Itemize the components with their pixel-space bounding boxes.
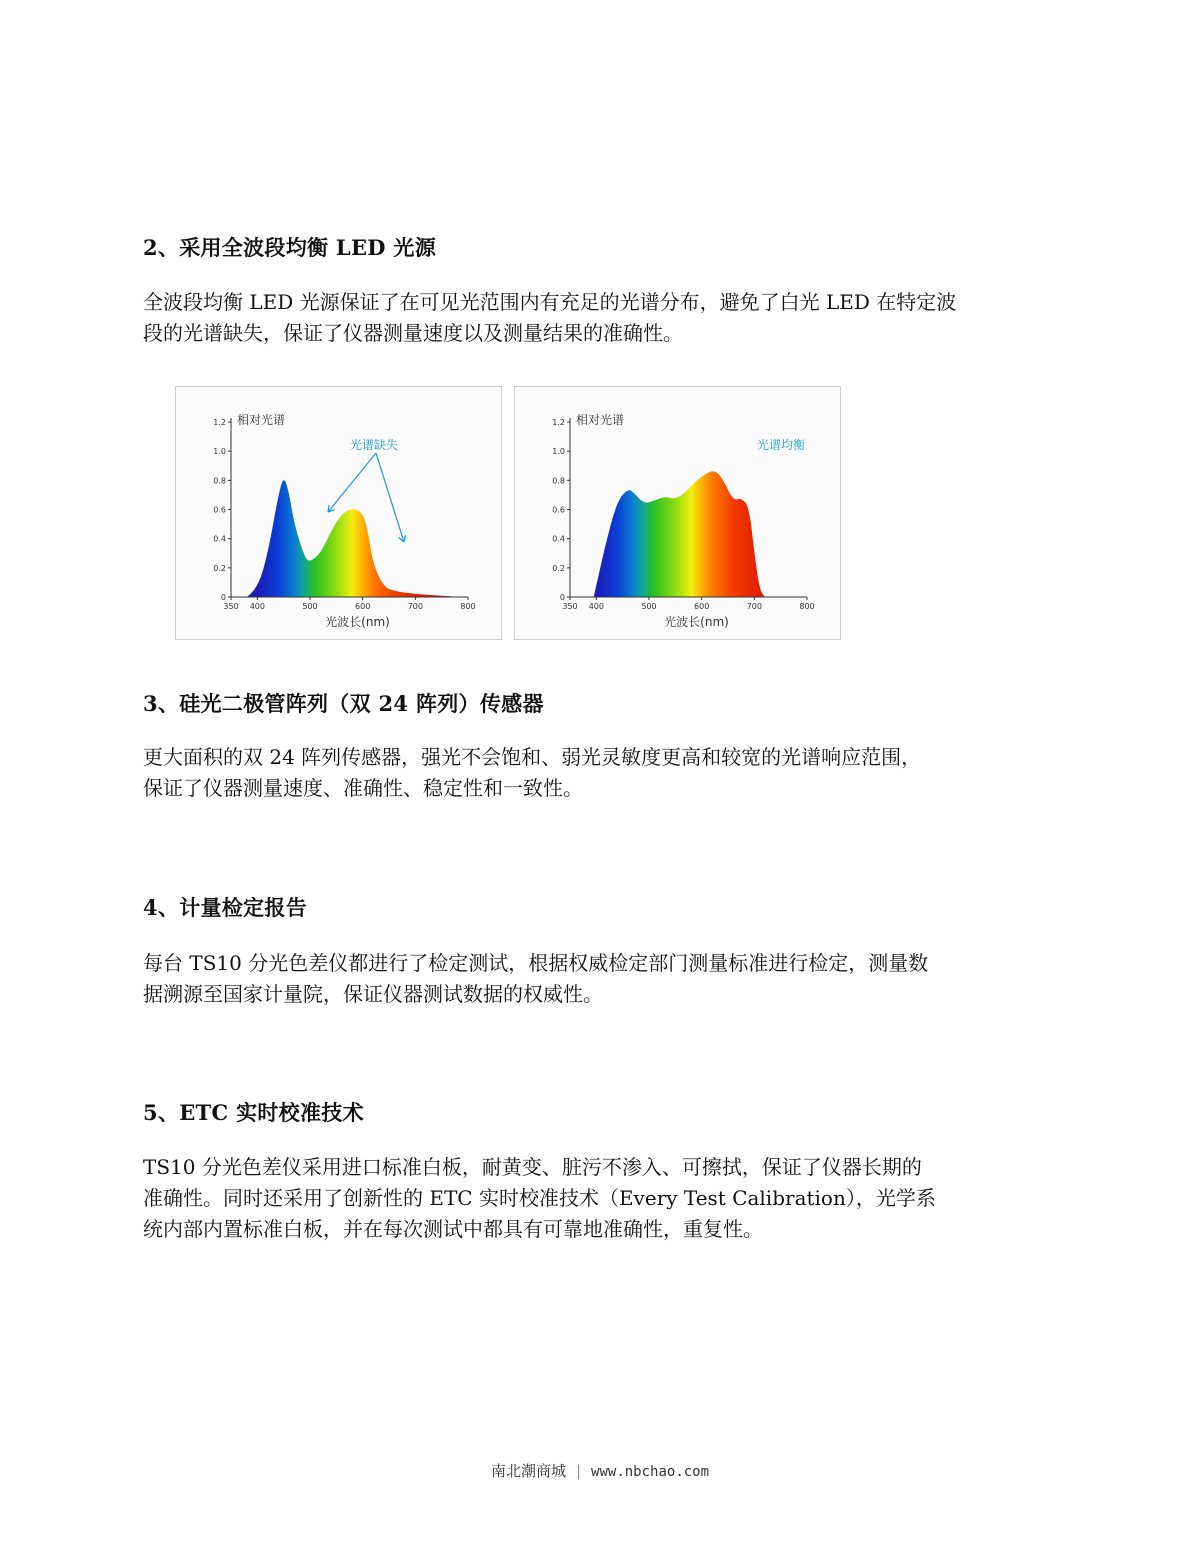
- y-tick-label: 0.6: [552, 505, 565, 515]
- paragraph-line: 段的光谱缺失，保证了仪器测量速度以及测量结果的准确性。: [143, 321, 683, 345]
- y-tick-label: 0: [559, 593, 565, 602]
- y-tick-label: 1.2: [213, 418, 226, 427]
- section-heading: 4、计量检定报告: [143, 895, 308, 920]
- section-paragraph: [143, 1152, 1063, 1245]
- y-tick-label: 0.8: [552, 476, 565, 486]
- paragraph-line: 统内部内置标准白板，并在每次测试中都具有可靠地准确性，重复性。: [143, 1217, 763, 1241]
- x-tick-label: 600: [355, 602, 371, 611]
- y-tick-label: 1.0: [213, 447, 226, 457]
- x-tick-label: 350: [223, 602, 239, 611]
- spectrum-area: [594, 471, 765, 597]
- spectrum-area: [247, 480, 458, 597]
- x-tick-label: 800: [799, 602, 815, 611]
- annotation-label: 光谱缺失: [349, 438, 399, 452]
- paragraph-line: 更大面积的双 24 阵列传感器，强光不会饱和、弱光灵敏度更高和较宽的光谱响应范围，: [143, 745, 922, 769]
- y-tick-label: 0.2: [213, 563, 226, 573]
- x-tick-label: 500: [302, 602, 318, 611]
- x-tick-label: 700: [407, 602, 423, 611]
- footer-url[interactable]: www.nbchao.com: [591, 1464, 710, 1480]
- y-tick-label: 0.4: [552, 534, 565, 544]
- y-tick-label: 1.2: [552, 418, 565, 427]
- y-axis-label: 相对光谱: [576, 413, 625, 427]
- x-tick-label: 700: [746, 602, 762, 611]
- annotation-arrow: [328, 453, 376, 512]
- paragraph-line: 保证了仪器测量速度、准确性、稳定性和一致性。: [143, 776, 583, 800]
- spectrum-chart-svg: [515, 387, 842, 641]
- x-tick-label: 500: [641, 602, 657, 611]
- y-tick-label: 0: [220, 593, 226, 602]
- x-tick-label: 800: [460, 602, 476, 611]
- y-tick-label: 0.4: [213, 534, 226, 544]
- page-footer: [0, 1460, 1200, 1481]
- paragraph-line: 每台 TS10 分光色差仪都进行了检定测试，根据权威检定部门测量标准进行检定，测量数: [143, 951, 929, 975]
- section-heading: 2、采用全波段均衡 LED 光源: [143, 235, 437, 260]
- section-paragraph: [143, 287, 1063, 349]
- section-heading: 5、ETC 实时校准技术: [143, 1100, 364, 1125]
- spectrum-chart-missing: [175, 386, 502, 640]
- paragraph-line: 全波段均衡 LED 光源保证了在可见光范围内有充足的光谱分布，避免了白光 LED 在特定波: [143, 290, 957, 314]
- paragraph-line: 准确性。同时还采用了创新性的 ETC 实时校准技术（Every Test Calibration），光学系: [143, 1186, 936, 1210]
- x-tick-label: 400: [249, 602, 265, 611]
- paragraph-line: 据溯源至国家计量院，保证仪器测试数据的权威性。: [143, 982, 603, 1006]
- x-tick-label: 600: [694, 602, 710, 611]
- section-paragraph: [143, 742, 1063, 804]
- y-tick-label: 1.0: [552, 447, 565, 457]
- x-tick-label: 400: [588, 602, 604, 611]
- spectrum-chart-svg: [176, 387, 503, 641]
- paragraph-line: TS10 分光色差仪采用进口标准白板，耐黄变、脏污不渗入、可擦拭，保证了仪器长期的: [143, 1155, 922, 1179]
- footer-separator: |: [575, 1462, 582, 1480]
- y-tick-label: 0.6: [213, 505, 226, 515]
- annotation-label: 光谱均衡: [756, 438, 806, 452]
- footer-site-name: 南北潮商城: [490, 1462, 566, 1480]
- spectrum-chart-balanced: [514, 386, 841, 640]
- y-axis-label: 相对光谱: [237, 413, 286, 427]
- y-tick-label: 0.2: [552, 563, 565, 573]
- x-axis-label: 光波长(nm): [325, 615, 390, 629]
- section-paragraph: [143, 948, 1063, 1010]
- x-tick-label: 350: [562, 602, 578, 611]
- section-heading: 3、硅光二极管阵列（双 24 阵列）传感器: [143, 691, 544, 716]
- annotation-arrow: [376, 453, 404, 542]
- y-tick-label: 0.8: [213, 476, 226, 486]
- x-axis-label: 光波长(nm): [664, 615, 729, 629]
